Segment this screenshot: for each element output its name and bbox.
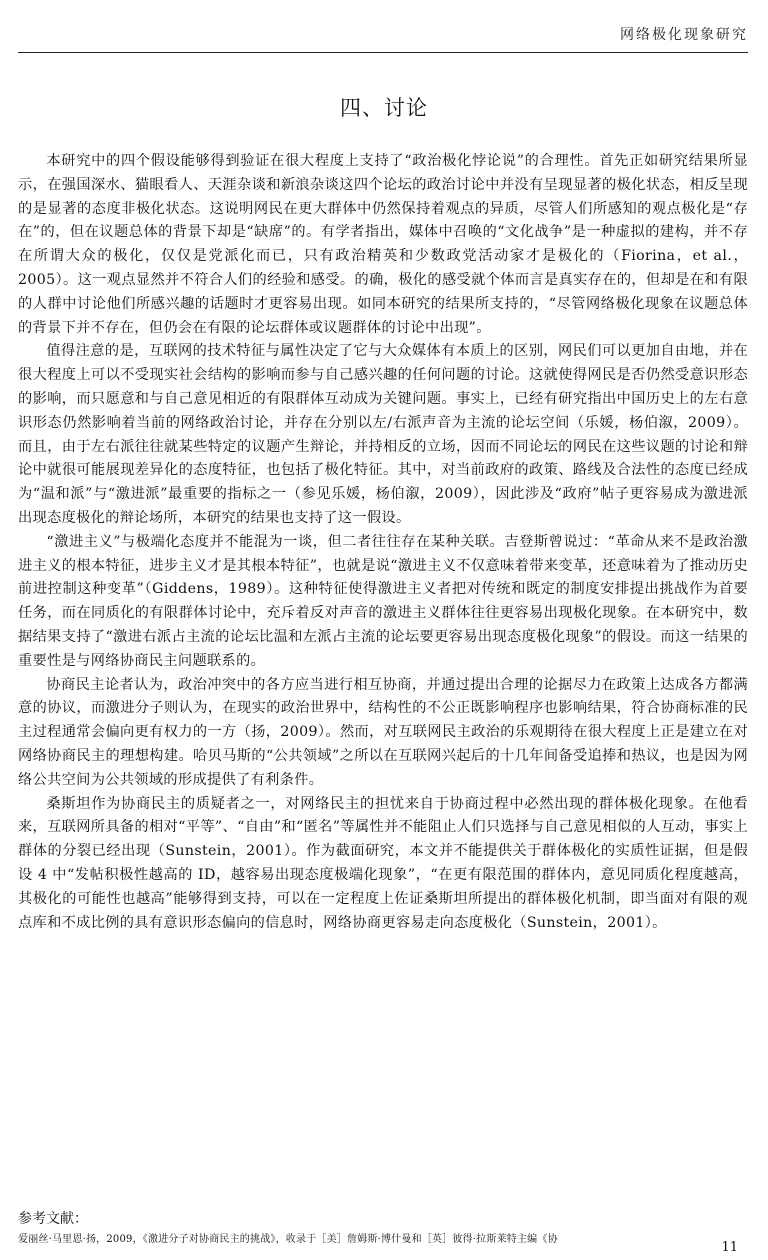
paragraph-1: 本研究中的四个假设能够得到验证在很大程度上支持了“政治极化悖论说”的合理性。首先正如研究结果所显示，在强国深水、猫眼看人、天涯杂谈和新浪杂谈这四个论坛的政治讨论中并没有呈现显著的极化状态，相反呈现的是显著的态度非极化状态。这说明网民在更大群体中仍然保持着观点的异质，尽管人们所感知的观点极化是“存在”的，但在议题总体的背景下却是“缺席”的。有学者指出，媒体中召唤的“文化战争”是一种虚拟的建构，并不存在所谓大众的极化，仅仅是党派化而已，只有政治精英和少数政党活动家才是极化的（Fiorina，et al.，2005）。这一观点显然并不符合人们的经验和感受。的确，极化的感受就个体而言是真实存在的，但却是在和有限的人群中讨论他们所感兴趣的话题时才更容易出现。如同本研究的结果所支持的，“尽管网络极化现象在议题总体的背景下并不存在，但仍会在有限的论坛群体或议题群体的讨论中出现”。	[18, 153, 748, 336]
paragraph-4: 协商民主论者认为，政治冲突中的各方应当进行相互协商，并通过提出合理的论据尽力在政策上达成各方都满意的协议，而激进分子则认为，在现实的政治世界中，结构性的不公正既影响程序也影响结果，符合协商标准的民主过程通常会偏向更有权力的一方（扬，2009）。然而，对互联网民主政治的乐观期待在很大程度上正是建立在对网络协商民主的理想构建。哈贝马斯的“公共领域”之所以在互联网兴起后的十几年间备受追捧和热议，也是因为网络公共空间为公共领域的形成提供了有利条件。	[18, 676, 748, 788]
running-header: 网络极化现象研究	[620, 27, 748, 43]
paragraph-5: 桑斯坦作为协商民主的质疑者之一，对网络民主的担忧来自于协商过程中必然出现的群体极化现象。在他看来，互联网所具备的相对“平等”、“自由”和“匿名”等属性并不能阻止人们只选择与自己意见相似的人互动，事实上群体的分裂已经出现（Sunstein，2001）。作为截面研究，本文并不能提供关于群体极化的实质性证据，但是假设 4 中“发帖积极性越高的 ID，越容易出现态度极端化现象”，“在更有限范围的群体内，意见同质化程度越高，其极化的可能性也越高”能够得到支持，可以在一定程度上佐证桑斯坦所提出的群体极化机制，即当面对有限的观点库和不成比例的具有意识形态偏向的信息时，网络协商更容易走向态度极化（Sunstein，2001）。	[18, 795, 748, 931]
paragraph-3: “激进主义”与极端化态度并不能混为一谈，但二者往往存在某种关联。吉登斯曾说过：“革命从来不是政治激进主义的根本特征，进步主义才是其根本特征”，也就是说“激进主义不仅意味着带来变革，还意味着为了推动历史前进控制这种变革”（Giddens，1989）。这种特征使得激进主义者把对传统和既定的制度安排提出挑战作为首要任务，而在同质化的有限群体讨论中，充斥着反对声音的激进主义群体往往更容易出现极化现象。在本研究中，数据结果支持了“激进右派占主流的论坛比温和左派占主流的论坛要更容易出现态度极化现象”的假设。而这一结果的重要性是与网络协商民主问题联系的。	[18, 533, 748, 669]
paragraph-2: 值得注意的是，互联网的技术特征与属性决定了它与大众媒体有本质上的区别，网民们可以更加自由地，并在很大程度上可以不受现实社会结构的影响而参与自己感兴趣的任何问题的讨论。这就使得网民是否仍然受意识形态的影响，而只愿意和与自己意见相近的有限群体互动成为关键问题。事实上，已经有研究指出中国历史上的左右意识形态仍然影响着当前的网络政治讨论，并存在分别以左/右派声音为主流的论坛空间（乐媛，杨伯溆，2009）。而且，由于左右派往往就某些特定的议题产生辩论，并持相反的立场，因而不同论坛的网民在这些议题的讨论和辩论中就很可能展现差异化的态度特征，也包括了极化特征。其中，对当前政府的政策、路线及合法性的态度已经成为“温和派”与“激进派”最重要的指标之一（参见乐媛，杨伯溆，2009），因此涉及“政府”帖子更容易成为激进派出现态度极化的辩论场所，本研究的结果也支持了这一假设。	[18, 343, 748, 526]
reference-item: 爱丽丝·马里恩·扬，2009，《激进分子对协商民主的挑战》，收录于［美］詹姆斯·博什曼和［英］彼得·拉斯莱特主编《协	[18, 1234, 558, 1245]
section-title: 四、讨论	[340, 96, 428, 120]
header-rule	[18, 52, 748, 53]
page-number: 11	[721, 1240, 738, 1255]
body-text	[18, 150, 748, 935]
references-heading: 参考文献：	[18, 1211, 88, 1227]
